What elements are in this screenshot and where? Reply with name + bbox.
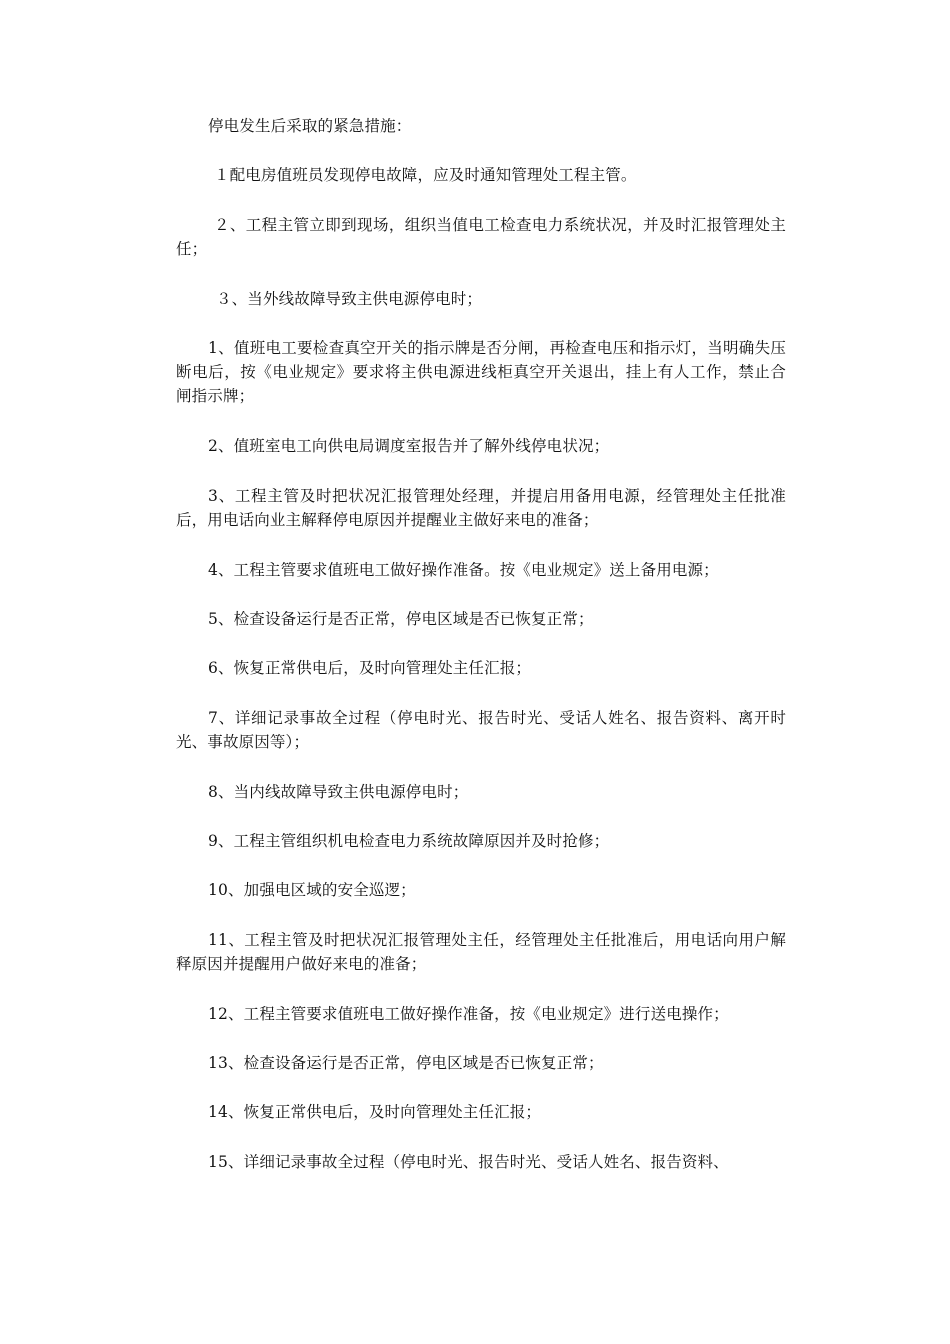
paragraph-5: 2、值班室电工向供电局调度室报告并了解外线停电状况；	[208, 437, 610, 455]
paragraph-14: 11、工程主管及时把状况汇报管理处主任，经管理处主任批准后，用电话向用户解释原因并提醒用户做好来电的准备；	[176, 931, 786, 973]
paragraph-9: 6、恢复正常供电后，及时向管理处主任汇报；	[208, 659, 532, 677]
paragraph-2: ２、工程主管立即到现场，组织当值电工检查电力系统状况，并及时汇报管理处主任；	[176, 216, 786, 258]
paragraph-1: １配电房值班员发现停电故障，应及时通知管理处工程主管。	[214, 166, 637, 184]
paragraph-6: 3、工程主管及时把状况汇报管理处经理，并提启用备用电源，经管理处主任批准后，用电话向业主解释停电原因并提醒业主做好来电的准备；	[176, 487, 786, 529]
paragraph-4: 1、值班电工要检查真空开关的指示牌是否分闸，再检查电压和指示灯，当明确失压断电后，按《电业规定》要求将主供电源进线柜真空开关退出，挂上有人工作，禁止合闸指示牌；	[176, 339, 786, 405]
paragraph-16: 13、检查设备运行是否正常，停电区域是否已恢复正常；	[208, 1054, 604, 1072]
paragraph-12: 9、工程主管组织机电检查电力系统故障原因并及时抢修；	[208, 832, 610, 850]
paragraph-8: 5、检查设备运行是否正常，停电区域是否已恢复正常；	[208, 610, 594, 628]
paragraph-3: ３、当外线故障导致主供电源停电时；	[216, 290, 483, 308]
paragraph-10: 7、详细记录事故全过程（停电时光、报告时光、受话人姓名、报告资料、离开时光、事故原因等）；	[176, 709, 786, 751]
paragraph-11: 8、当内线故障导致主供电源停电时；	[208, 783, 469, 801]
paragraph-7: 4、工程主管要求值班电工做好操作准备。按《电业规定》送上备用电源；	[208, 561, 719, 579]
document-heading: 停电发生后采取的紧急措施：	[208, 117, 412, 135]
paragraph-17: 14、恢复正常供电后，及时向管理处主任汇报；	[208, 1103, 542, 1121]
paragraph-18: 15、详细记录事故全过程（停电时光、报告时光、受话人姓名、报告资料、	[208, 1153, 729, 1171]
paragraph-13: 10、加强电区域的安全巡逻；	[208, 881, 416, 899]
paragraph-15: 12、工程主管要求值班电工做好操作准备，按《电业规定》进行送电操作；	[208, 1005, 729, 1023]
